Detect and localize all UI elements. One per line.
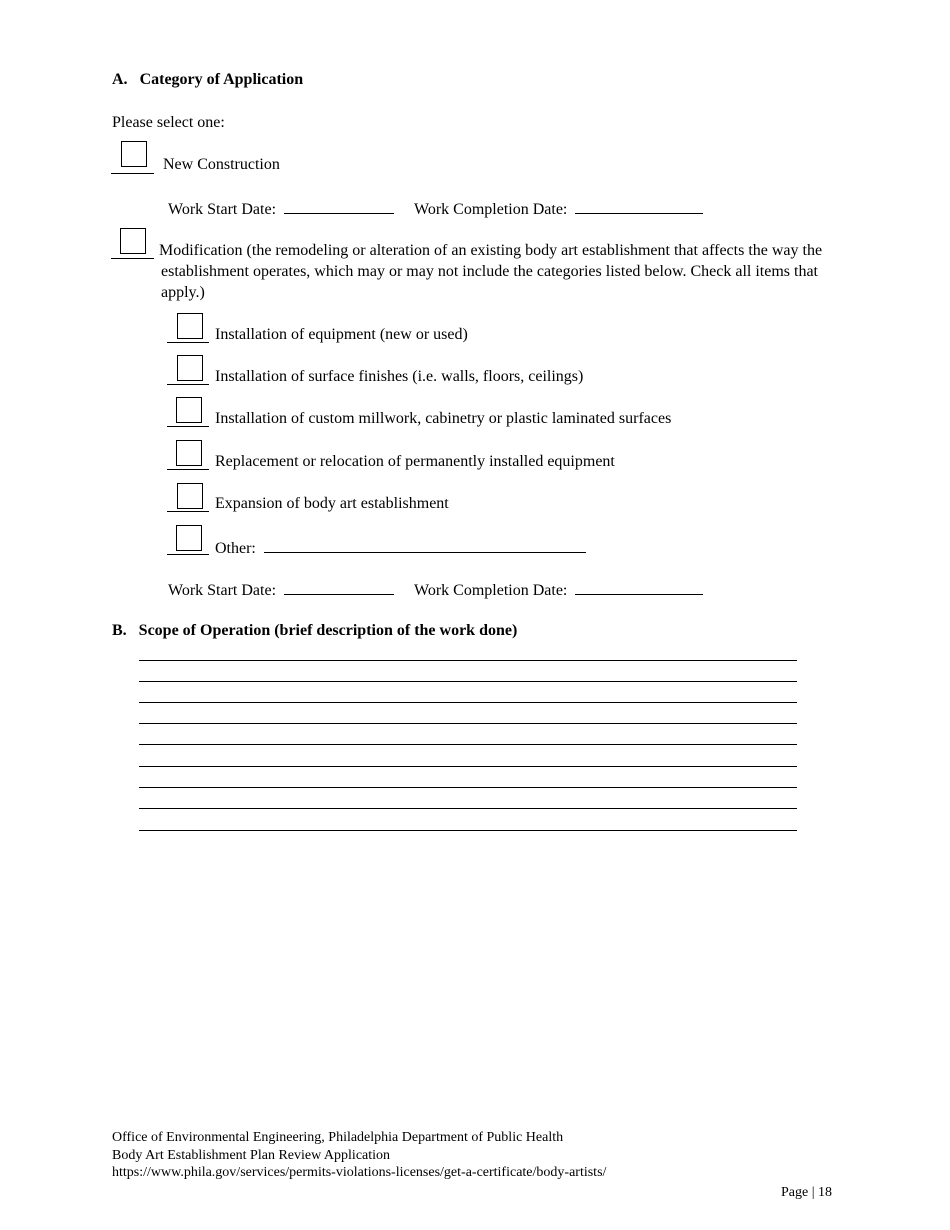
new-construction-completion-date-field[interactable] — [575, 199, 703, 214]
item-2-checkbox[interactable] — [177, 355, 203, 381]
item-5-label: Expansion of body art establishment — [215, 495, 449, 512]
scope-line[interactable] — [139, 744, 797, 745]
section-a-heading — [112, 71, 303, 89]
new-construction-checkbox[interactable] — [121, 141, 147, 167]
section-b-letter: B. — [112, 622, 127, 639]
section-b-heading — [112, 622, 517, 640]
item-3-label: Installation of custom millwork, cabinetry or plastic laminated surfaces — [215, 410, 672, 427]
scope-line[interactable] — [139, 808, 797, 809]
other-row — [215, 538, 586, 558]
new-construction-blank — [111, 173, 154, 174]
item-3-checkbox[interactable] — [176, 397, 202, 423]
new-construction-label: New Construction — [163, 156, 280, 173]
modification-dates — [168, 580, 703, 600]
item-1-blank — [167, 342, 209, 343]
other-checkbox[interactable] — [176, 525, 202, 551]
item-2-label: Installation of surface finishes (i.e. walls, floors, ceilings) — [215, 368, 584, 385]
item-2-blank — [167, 384, 209, 385]
item-1-checkbox[interactable] — [177, 313, 203, 339]
scope-line[interactable] — [139, 787, 797, 788]
new-construction-dates — [168, 199, 703, 219]
new-construction-completion-date-label: Work Completion Date: — [414, 201, 568, 218]
modification-start-date-label: Work Start Date: — [168, 582, 277, 599]
footer-office: Office of Environmental Engineering, Philadelphia Department of Public Health — [112, 1130, 564, 1145]
page-number: Page | 18 — [781, 1185, 833, 1200]
item-3-blank — [167, 426, 209, 427]
item-5-checkbox[interactable] — [177, 483, 203, 509]
modification-checkbox[interactable] — [120, 228, 146, 254]
other-blank — [167, 554, 209, 555]
new-construction-start-date-field[interactable] — [284, 199, 394, 214]
section-b-title: Scope of Operation (brief description of the work done) — [138, 622, 518, 639]
modification-completion-date-field[interactable] — [575, 580, 703, 595]
modification-description: Modification (the remodeling or alteration of an existing body art establishment that affects the way the establishment operates, which may or may not include the categories listed below. Check all items that apply.) — [159, 242, 823, 301]
modification-start-date-field[interactable] — [284, 580, 394, 595]
scope-line[interactable] — [139, 702, 797, 703]
item-4-label: Replacement or relocation of permanently installed equipment — [215, 453, 615, 470]
select-instruction: Please select one: — [112, 114, 225, 131]
section-a-letter: A. — [112, 71, 128, 88]
section-a-title: Category of Application — [139, 71, 304, 88]
modification-blank — [111, 258, 154, 259]
item-4-checkbox[interactable] — [176, 440, 202, 466]
modification-completion-date-label: Work Completion Date: — [414, 582, 568, 599]
scope-line[interactable] — [139, 723, 797, 724]
scope-line[interactable] — [139, 660, 797, 661]
other-label: Other: — [215, 540, 256, 557]
item-5-blank — [167, 511, 209, 512]
modification-text — [159, 240, 839, 303]
scope-line[interactable] — [139, 681, 797, 682]
item-4-blank — [167, 469, 209, 470]
scope-line[interactable] — [139, 830, 797, 831]
footer-url: https://www.phila.gov/services/permits-violations-licenses/get-a-certificate/body-artists/ — [112, 1165, 607, 1180]
scope-line[interactable] — [139, 766, 797, 767]
footer-application-name: Body Art Establishment Plan Review Application — [112, 1148, 391, 1163]
other-field[interactable] — [264, 538, 586, 553]
new-construction-start-date-label: Work Start Date: — [168, 201, 277, 218]
item-1-label: Installation of equipment (new or used) — [215, 326, 468, 343]
